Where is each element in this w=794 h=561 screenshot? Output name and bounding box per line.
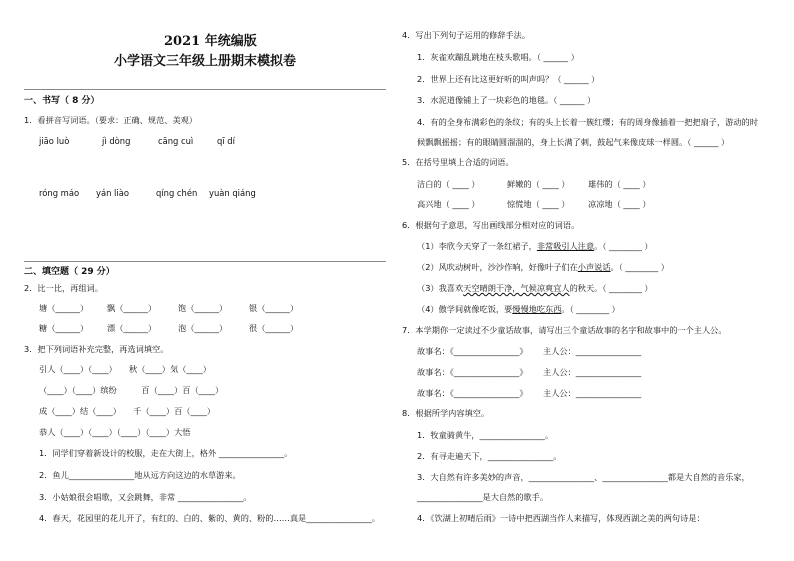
title-line-2: 小学语文三年级上册期末模拟卷 — [114, 54, 297, 69]
q4-item-2: 2．世界上还有比这更好听的叫声吗？（ ______ ） — [417, 74, 600, 84]
q6-item-1-underlined: 非常吸引人注意 — [536, 241, 595, 251]
q2-item-2: 飘（______） — [107, 303, 157, 313]
q3-idiom-3: 成（____）结（____） 千（____）百（____） — [39, 406, 216, 416]
q4-instruction: 4．写出下列句子运用的修辞手法。 — [402, 30, 531, 40]
q2-item-5: 糖（______） — [39, 323, 89, 333]
q6-item-2-post: 。（ ________ ） — [610, 262, 669, 272]
q6-item-4-underlined: 慢慢地吃东西 — [512, 304, 562, 314]
q2-item-4: 银（______） — [249, 303, 299, 313]
q8-item-3: 3．大自然有许多美妙的声音，________________、________________都是大自然的音乐家， — [417, 472, 750, 482]
q5-item-1: 洁白的（ ____ ） — [417, 179, 480, 189]
q2-instruction: 2．比一比，再组词。 — [24, 283, 103, 293]
q6-item-4-pre: （4）傲学间就像吃饭，要 — [417, 304, 513, 314]
q5-item-5: 惊慌地（ ____ ） — [507, 199, 570, 209]
q2-item-6: 漂（______） — [107, 323, 157, 333]
pinyin-6: yán liào — [96, 188, 129, 198]
section-writing: 一、书写（ 8 分） — [24, 96, 100, 106]
pinyin-5: róng máo — [39, 188, 80, 198]
q8-item-1: 1．牧童骑黄牛，________________。 — [417, 430, 554, 440]
q7-hero-1: 主人公：________________ — [543, 346, 642, 356]
q3-sentence-2: 2．鱼儿________________地从远方向这边的水草游来。 — [39, 470, 241, 480]
q8-instruction: 8．根据所学内容填空。 — [402, 408, 490, 418]
q6-item-1-post: 。（ ________ ） — [594, 241, 653, 251]
q4-item-4-cont: 候飘飘摇摇；有的眼睛圆溜溜的，身上长满了刺，鼓起气来像皮球一样圆。（ ______ ） — [417, 137, 730, 147]
q6-item-2-pre: （2）风吹动树叶，沙沙作响，好像叶子们在 — [417, 262, 578, 272]
q3-idiom-4: 恭人（____）（____）（____）（____）大悟 — [39, 427, 191, 437]
q8-item-4: 4．《饮湖上初晴后雨》一诗中把西湖当作人来描写，体现西湖之美的两句诗是： — [417, 513, 705, 523]
q2-item-1: 塘（______） — [39, 303, 89, 313]
q6-instruction: 6．根据句子意思，写出画线部分相对应的词语。 — [402, 220, 580, 230]
q4-item-1: 1．灰雀欢蹦乱跳地在枝头歌唱。（ ______ ） — [417, 52, 579, 62]
section-fill: 二、填空题（ 29 分） — [24, 267, 115, 277]
q3-idiom-2: （____）（____）缤纷 百（____）百（____） — [39, 385, 224, 395]
q6-item-3-post: 的秋天。（ ________ ） — [569, 283, 653, 293]
pinyin-4: qī dí — [217, 136, 235, 146]
q2-item-8: 很（______） — [249, 323, 299, 333]
q6-item-1 — [417, 241, 653, 252]
q3-sentence-4: 4．春天，花园里的花儿开了，有红的、白的、紫的、黄的、粉的……真是________________。 — [39, 513, 380, 523]
q7-story-1: 故事名：《________________》 — [417, 346, 528, 356]
pinyin-1: jiāo luò — [39, 136, 70, 146]
q7-story-2: 故事名：《________________》 — [417, 367, 528, 377]
divider-mid — [24, 261, 386, 262]
q8-item-3-cont: ________________是大自然的歌手。 — [417, 492, 549, 502]
q5-item-6: 凉凉地（ ____ ） — [588, 199, 651, 209]
divider-top — [24, 89, 386, 90]
q4-item-4: 4．有的全身布满彩色的条纹；有的头上长着一簇红缨；有的周身像插着一把把扇子，游动的时 — [417, 117, 758, 127]
q6-item-4-post: 。（ ________ ） — [561, 304, 620, 314]
pinyin-8: yuàn qiáng — [209, 188, 256, 198]
q6-item-3-pre: （3）我喜欢 — [417, 283, 464, 293]
q5-item-4: 高兴地（ ____ ） — [417, 199, 480, 209]
q6-item-4 — [417, 304, 620, 315]
q7-instruction: 7．本学期你一定读过不少童话故事，请写出三个童话故事的名字和故事中的一个主人公。 — [402, 325, 727, 335]
q5-item-3: 雄伟的（ ____ ） — [588, 179, 651, 189]
q2-item-3: 饱（______） — [178, 303, 228, 313]
q8-item-2: 2．有寻走遍天下，________________。 — [417, 451, 562, 461]
q5-item-2: 鲜嫩的（ ____ ） — [507, 179, 570, 189]
q7-hero-3: 主人公：________________ — [543, 388, 642, 398]
q3-idiom-1: 引人（____）（____） 秋（____）気（____） — [39, 364, 211, 374]
pinyin-3: cāng cuì — [158, 136, 194, 146]
q7-hero-2: 主人公：________________ — [543, 367, 642, 377]
q5-instruction: 5．在括号里填上合适的词语。 — [402, 157, 514, 167]
q1-instruction: 1．看拼音写词语。（要求：正确、规范、美观） — [24, 115, 198, 125]
q6-item-2 — [417, 262, 669, 273]
q6-item-3-underlined: 天空晴朗干净，气候凉爽宜人 — [463, 283, 570, 293]
pinyin-2: jì dòng — [102, 136, 131, 146]
q6-item-3 — [417, 283, 653, 294]
q3-sentence-1: 1．同学们穿着新设计的校服，走在大街上，格外 ________________。 — [39, 448, 293, 458]
q6-item-2-underlined: 小声说话 — [577, 262, 611, 272]
q3-sentence-3: 3．小姑娘很会唱歌，又会跳舞，非常 ________________。 — [39, 492, 252, 502]
q7-story-3: 故事名：《________________》 — [417, 388, 528, 398]
q4-item-3: 3．水泥道像铺上了一块彩色的地毯。（ ______ ） — [417, 95, 596, 105]
q2-item-7: 泡（______） — [178, 323, 228, 333]
q6-item-1-pre: （1）李欣今天穿了一条红裙子， — [417, 241, 537, 251]
q3-instruction: 3．把下列词语补充完整，再选词填空。 — [24, 344, 169, 354]
pinyin-7: qíng chén — [156, 188, 198, 198]
title-line-1: 2021 年统编版 — [164, 34, 257, 49]
